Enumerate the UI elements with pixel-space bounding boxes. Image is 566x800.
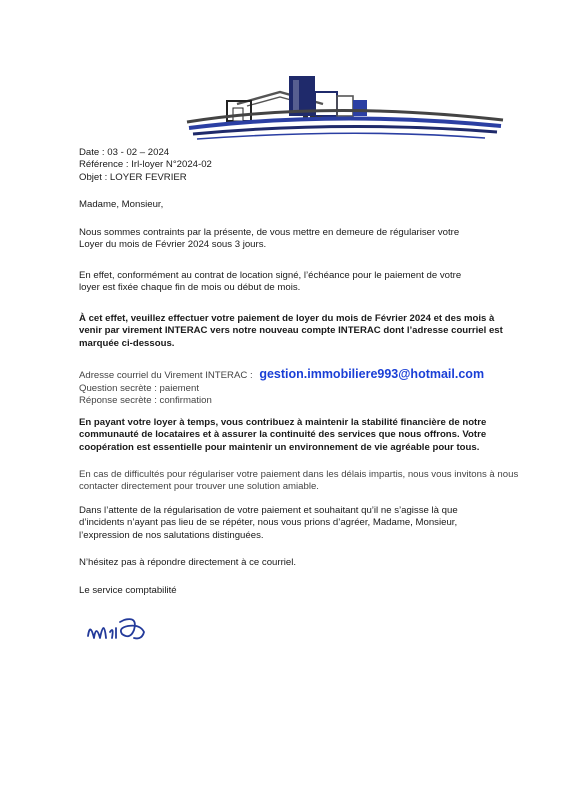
closing-paragraph-3	[79, 505, 458, 542]
paragraph-3	[79, 313, 503, 350]
paragraph-2-line: En effet, conformément au contrat de location signé, l’échéance pour le paiement de votre	[79, 270, 462, 281]
greeting	[79, 199, 163, 211]
greeting-text: Madame, Monsieur,	[79, 199, 164, 210]
closing-paragraph-1	[79, 417, 486, 454]
closing-1-line: communauté de locataires et à assurer la continuité des services que nous offrons. Votre	[79, 429, 487, 441]
real-estate-building-logo	[185, 70, 505, 146]
paragraph-2-line: loyer est fixée chaque fin de mois ou début de mois.	[79, 282, 301, 294]
closing-2-line: En cas de difficultés pour régulariser votre paiement dans les délais impartis, nous vous invitons à nous	[79, 469, 519, 480]
handwritten-signature	[82, 608, 162, 648]
letter-date: Date : 03 - 02 – 2024	[79, 147, 170, 158]
paragraph-1	[79, 227, 459, 252]
signoff-text: Le service comptabilité	[79, 585, 177, 596]
paragraph-3-line: À cet effet, veuillez effectuer votre paiement de loyer du mois de Février 2024 et des mois à	[79, 313, 495, 324]
interac-email-line	[79, 368, 484, 382]
paragraph-1-line: Nous sommes contraints par la présente, de vous mettre en demeure de régulariser votre	[79, 227, 460, 238]
signoff	[79, 585, 177, 597]
letter-subject: Objet : LOYER FEVRIER	[79, 171, 187, 183]
closing-2-line: contacter directement pour trouver une solution amiable.	[79, 481, 319, 493]
paragraph-1-line: Loyer du mois de Février 2024 sous 3 jours.	[79, 239, 267, 251]
paragraph-2	[79, 270, 461, 295]
paragraph-3-line: marquée ci-dessous.	[79, 337, 175, 349]
letter-reference: Référence : Irl-loyer N°2024-02	[79, 159, 212, 171]
secret-question: Question secrète : paiement	[79, 383, 199, 394]
closing-3-line: l’expression de nos salutations distinguées.	[79, 529, 264, 541]
interac-email-link[interactable]: gestion.immobiliere993@hotmail.com	[259, 367, 485, 381]
closing-paragraph-2	[79, 469, 518, 494]
secret-answer: Réponse secrète : confirmation	[79, 395, 212, 407]
interac-label: Adresse courriel du Virement INTERAC :	[79, 370, 253, 381]
closing-1-line: coopération est essentielle pour maintenir un environnement de vie agréable pour tous.	[79, 441, 480, 453]
closing-3-line: d’incidents n’ayant pas lieu de se répéter, nous vous prions d’agréer, Madame, Monsieur,	[79, 517, 458, 529]
reply-note: N’hésitez pas à répondre directement à ce courriel.	[79, 557, 297, 568]
closing-1-line: En payant votre loyer à temps, vous contribuez à maintenir la stabilité financière de notre	[79, 417, 487, 428]
closing-paragraph-4	[79, 557, 296, 569]
letter-meta	[79, 147, 212, 184]
paragraph-3-line: venir par virement INTERAC vers notre nouveau compte INTERAC dont l’adresse courriel est	[79, 325, 503, 337]
closing-3-line: Dans l’attente de la régularisation de votre paiement et souhaitant qu’il ne s’agisse là que	[79, 505, 458, 516]
interac-secret	[79, 383, 212, 408]
